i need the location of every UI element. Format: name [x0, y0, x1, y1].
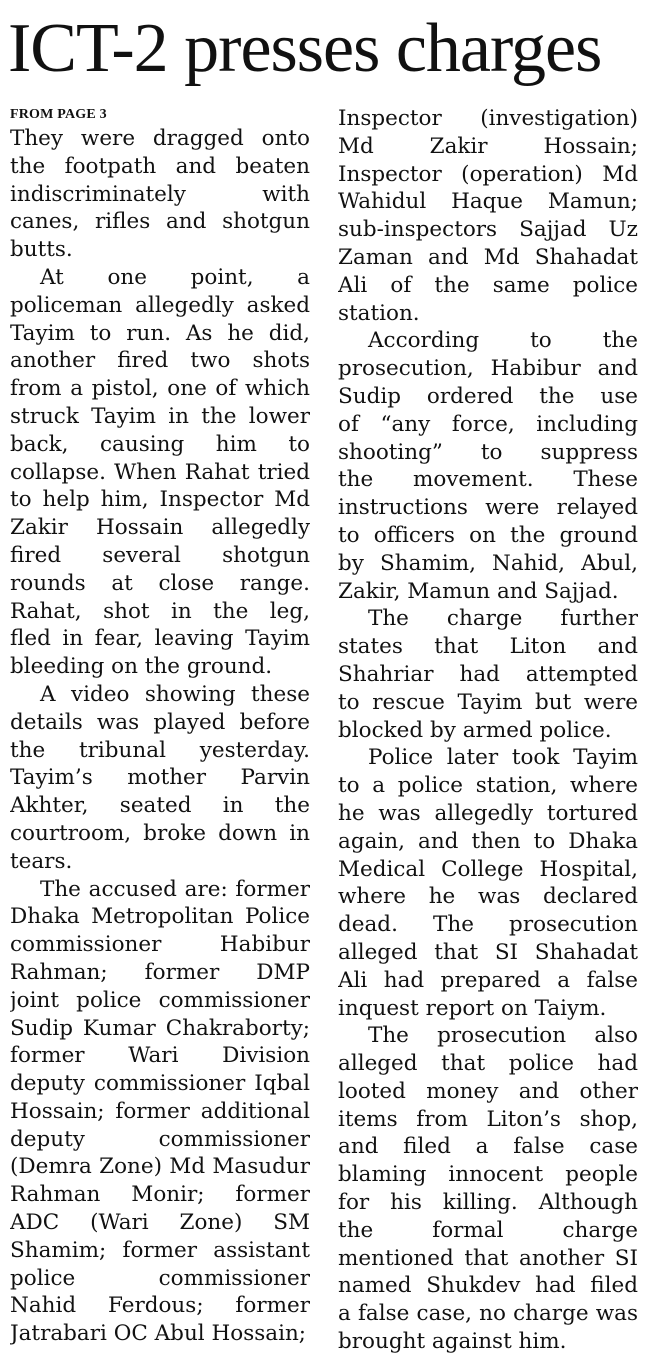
- column-body: [338, 105, 638, 1356]
- text-line: a false case, no charge was: [338, 1301, 638, 1327]
- text-line: details was played before: [10, 709, 310, 735]
- text-line: blaming innocent people: [338, 1162, 638, 1188]
- text-line: Zakir Hossain allegedly: [10, 515, 310, 541]
- text-line: tears.: [10, 848, 73, 874]
- text-line: where he was declared: [338, 884, 638, 910]
- text-line: Zakir, Mamun and Sajjad.: [338, 578, 619, 604]
- text-line: policeman allegedly asked: [10, 292, 310, 318]
- text-line: Dhaka Metropolitan Police: [10, 904, 310, 930]
- page-reference: FROM PAGE 3: [10, 107, 107, 122]
- text-line: named Shukdev had filed: [338, 1273, 638, 1299]
- article-paragraph: [10, 876, 310, 1349]
- column-body: [10, 125, 310, 1348]
- text-line: At one point, a: [40, 264, 310, 290]
- article-column-right: [338, 105, 638, 1356]
- article-paragraph: [338, 605, 638, 744]
- text-line: looted money and other: [338, 1078, 638, 1104]
- text-line: from a pistol, one of which: [10, 376, 310, 402]
- text-line: According to the: [368, 328, 638, 354]
- text-line: the tribunal yesterday.: [10, 737, 310, 763]
- article-column-left: [10, 105, 310, 1348]
- text-line: Ali had prepared a false: [338, 967, 638, 993]
- article-paragraph: [10, 681, 310, 876]
- text-line: of “any force, including: [338, 411, 638, 437]
- text-line: fled in fear, leaving Tayim: [10, 626, 310, 652]
- text-line: canes, rifles and shotgun: [10, 209, 310, 235]
- text-line: brought against him.: [338, 1329, 567, 1355]
- text-line: Shahriar had attempted: [338, 661, 638, 687]
- text-line: Jatrabari OC Abul Hossain;: [10, 1321, 307, 1347]
- text-line: Inspector (investigation): [338, 106, 638, 131]
- text-line: the movement. These: [338, 467, 638, 493]
- text-line: The prosecution also: [368, 1023, 638, 1049]
- text-line: to rescue Tayim but were: [338, 689, 638, 715]
- text-line: fired several shotgun: [10, 542, 310, 568]
- text-line: Shamim; former assistant: [10, 1237, 310, 1263]
- text-line: butts.: [10, 237, 73, 263]
- text-line: courtroom, broke down in: [10, 820, 310, 846]
- text-line: another fired two shots: [10, 348, 310, 374]
- text-line: alleged that SI Shahadat: [338, 939, 638, 965]
- text-line: They were dragged onto: [10, 126, 310, 151]
- text-line: Rahman Monir; former: [10, 1182, 310, 1208]
- text-line: Tayim to run. As he did,: [10, 320, 310, 346]
- text-line: alleged that police had: [338, 1051, 638, 1077]
- text-line: Rahat, shot in the leg,: [10, 598, 310, 624]
- text-line: dead. The prosecution: [338, 912, 638, 938]
- text-line: Wahidul Haque Mamun;: [338, 189, 638, 215]
- text-line: The accused are: former: [40, 876, 310, 902]
- text-line: to help him, Inspector Md: [10, 487, 310, 513]
- text-line: mentioned that another SI: [338, 1245, 638, 1271]
- article-paragraph: [338, 105, 638, 327]
- article-paragraph: [338, 327, 638, 605]
- text-line: states that Liton and: [338, 634, 638, 660]
- text-line: instructions were relayed: [338, 495, 638, 521]
- text-line: to officers on the ground: [338, 522, 638, 548]
- text-line: Zaman and Md Shahadat: [338, 244, 638, 270]
- text-line: station.: [338, 300, 420, 326]
- text-line: inquest report on Taiym.: [338, 995, 607, 1021]
- text-line: sub-inspectors Sajjad Uz: [338, 217, 638, 243]
- article-paragraph: [338, 1022, 638, 1356]
- text-line: The charge further: [368, 606, 638, 632]
- text-line: Rahman; former DMP: [10, 959, 310, 985]
- text-line: back, causing him to: [10, 431, 310, 457]
- text-line: Sudip ordered the use: [338, 383, 638, 409]
- text-line: indiscriminately with: [10, 181, 310, 207]
- text-line: commissioner Habibur: [10, 932, 310, 958]
- text-line: the formal charge: [338, 1217, 638, 1243]
- text-line: Nahid Ferdous; former: [10, 1293, 310, 1319]
- text-line: Md Zakir Hossain;: [338, 133, 638, 159]
- text-line: the footpath and beaten: [10, 153, 310, 179]
- text-line: Tayim’s mother Parvin: [10, 765, 310, 791]
- text-line: by Shamim, Nahid, Abul,: [338, 550, 638, 576]
- headline: ICT-2 presses charges: [8, 10, 602, 87]
- text-line: items from Liton’s shop,: [338, 1106, 638, 1132]
- text-line: prosecution, Habibur and: [338, 356, 638, 382]
- text-line: Hossain; former additional: [10, 1098, 310, 1124]
- text-line: police commissioner: [10, 1265, 310, 1291]
- text-line: deputy commissioner: [10, 1126, 310, 1152]
- text-line: Inspector (operation) Md: [338, 161, 638, 187]
- text-line: Ali of the same police: [338, 272, 638, 298]
- text-line: for his killing. Although: [338, 1190, 638, 1216]
- text-line: and filed a false case: [338, 1134, 638, 1160]
- text-line: Police later took Tayim: [368, 745, 638, 771]
- text-line: joint police commissioner: [10, 987, 310, 1013]
- text-line: former Wari Division: [10, 1043, 310, 1069]
- text-line: bleeding on the ground.: [10, 654, 273, 680]
- text-line: ADC (Wari Zone) SM: [10, 1210, 310, 1236]
- text-line: again, and then to Dhaka: [338, 828, 638, 854]
- text-line: collapse. When Rahat tried: [10, 459, 310, 485]
- text-line: struck Tayim in the lower: [10, 403, 310, 429]
- text-line: Medical College Hospital,: [338, 856, 638, 882]
- article-paragraph: [10, 264, 310, 681]
- text-line: rounds at close range.: [10, 570, 310, 596]
- text-line: to a police station, where: [338, 773, 638, 799]
- text-line: deputy commissioner Iqbal: [10, 1071, 310, 1097]
- text-line: Sudip Kumar Chakraborty;: [10, 1015, 310, 1041]
- text-line: A video showing these: [40, 681, 310, 707]
- text-line: Akhter, seated in the: [10, 793, 310, 819]
- text-line: shooting” to suppress: [338, 439, 638, 465]
- article-paragraph: [338, 744, 638, 1022]
- text-line: he was allegedly tortured: [338, 800, 638, 826]
- article-paragraph: [10, 125, 310, 264]
- text-line: (Demra Zone) Md Masudur: [10, 1154, 310, 1180]
- text-line: blocked by armed police.: [338, 717, 612, 743]
